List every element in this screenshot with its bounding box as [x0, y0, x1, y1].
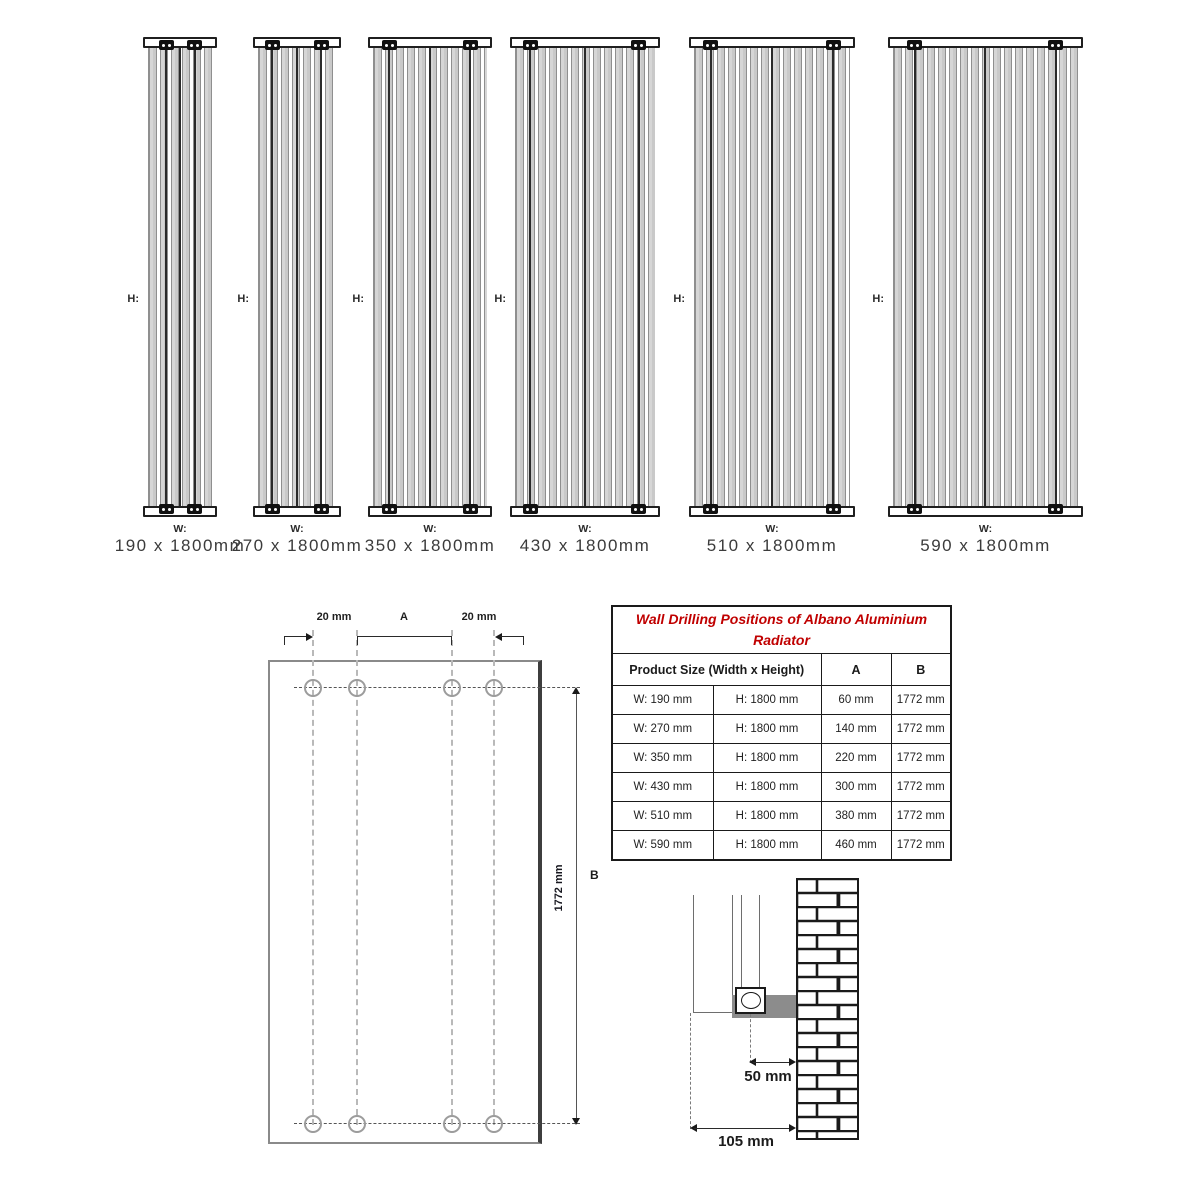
radiator-bottom-cap: [143, 506, 217, 517]
drilling-positions-table: [611, 605, 952, 861]
cell-b: 1772 mm: [891, 831, 951, 860]
hanger-rod: [584, 47, 586, 507]
mounting-clip-icon: [826, 504, 841, 514]
mounting-clip-icon: [314, 40, 329, 50]
height-axis-label: H:: [237, 293, 249, 305]
dimension-line: [284, 636, 308, 637]
extension-line: [750, 1014, 751, 1063]
dim-label-hole-spacing: A: [400, 611, 408, 623]
cell-b: 1772 mm: [891, 715, 951, 744]
mounting-bracket: [735, 987, 766, 1014]
hole-centerline: [451, 630, 453, 1125]
mounting-clip-icon: [523, 40, 538, 50]
column-header-b: B: [891, 654, 951, 686]
dim-label-b: B: [590, 868, 599, 882]
cell-b: 1772 mm: [891, 686, 951, 715]
table-header-row: [612, 654, 951, 686]
mounting-clip-icon: [382, 40, 397, 50]
mounting-clip-icon: [463, 504, 478, 514]
cell-width: W: 590 mm: [612, 831, 713, 860]
dimension-tick: [284, 636, 285, 645]
width-axis-label: W:: [173, 523, 187, 535]
dimension-line: [694, 1128, 792, 1129]
table-row: [612, 831, 951, 860]
hanger-rod: [194, 47, 196, 507]
cell-height: H: 1800 mm: [713, 715, 821, 744]
mounting-clip-icon: [159, 504, 174, 514]
dimension-line: [753, 1062, 793, 1063]
cell-width: W: 270 mm: [612, 715, 713, 744]
dim-label-right-offset: 20 mm: [461, 611, 497, 623]
width-axis-label: W:: [423, 523, 437, 535]
size-label: 190 x 1800mm: [114, 536, 246, 555]
width-axis-label: W:: [578, 523, 592, 535]
radiator-figure-510: [673, 37, 855, 555]
size-label: 350 x 1800mm: [364, 536, 496, 555]
mounting-clip-icon: [187, 504, 202, 514]
radiator-profile-line: [759, 895, 760, 988]
size-label: 270 x 1800mm: [231, 536, 363, 555]
height-axis-label: H:: [872, 293, 884, 305]
hanger-rod: [388, 47, 390, 507]
hanger-rod: [771, 47, 773, 507]
dimension-line: [500, 636, 524, 637]
cell-a: 220 mm: [821, 744, 891, 773]
mounting-clip-icon: [631, 40, 646, 50]
radiator-figure-270: [231, 37, 363, 555]
cell-width: W: 510 mm: [612, 802, 713, 831]
arrow-down-icon: [572, 1118, 580, 1125]
cell-width: W: 350 mm: [612, 744, 713, 773]
mounting-clip-icon: [314, 504, 329, 514]
hanger-rod: [429, 47, 431, 507]
mounting-clip-icon: [1048, 504, 1063, 514]
hanger-rod: [1055, 47, 1057, 507]
hanger-rod: [914, 47, 916, 507]
dimension-line: [357, 636, 452, 637]
dim-label-left-offset: 20 mm: [316, 611, 352, 623]
table-row: [612, 686, 951, 715]
arrow-right-icon: [789, 1124, 796, 1132]
width-axis-label: W:: [765, 523, 779, 535]
cell-width: W: 190 mm: [612, 686, 713, 715]
radiator-figure-190: [114, 37, 246, 555]
hanger-rod: [179, 47, 181, 507]
mounting-clip-icon: [907, 40, 922, 50]
radiator-profile-line: [732, 895, 733, 996]
dim-label-pipe-offset: 50 mm: [744, 1068, 792, 1085]
column-header-product-size: Product Size (Width x Height): [612, 654, 821, 686]
hole-row-centerline: [294, 1123, 580, 1124]
cell-b: 1772 mm: [891, 773, 951, 802]
radiator-figure-430: [494, 37, 660, 555]
radiator-profile-line: [741, 895, 742, 988]
dimension-tick: [523, 636, 524, 645]
cell-a: 380 mm: [821, 802, 891, 831]
mounting-clip-icon: [265, 504, 280, 514]
table-row: [612, 802, 951, 831]
cell-a: 60 mm: [821, 686, 891, 715]
cell-height: H: 1800 mm: [713, 773, 821, 802]
width-axis-label: W:: [290, 523, 304, 535]
hanger-rod: [529, 47, 531, 507]
mounting-clip-icon: [382, 504, 397, 514]
drill-hole: [348, 1115, 366, 1133]
hanger-rod: [832, 47, 834, 507]
height-axis-label: H:: [673, 293, 685, 305]
hanger-rod: [320, 47, 322, 507]
radiator-figure-350: [352, 37, 496, 555]
radiator-figure-590: [872, 37, 1083, 555]
hanger-rod: [165, 47, 167, 507]
drill-hole: [443, 679, 461, 697]
cell-b: 1772 mm: [891, 744, 951, 773]
table-title: Wall Drilling Positions of Albano Aluminium Radiator: [612, 606, 951, 654]
cell-a: 140 mm: [821, 715, 891, 744]
hanger-rod: [469, 47, 471, 507]
hole-centerline: [312, 630, 314, 1125]
cell-height: H: 1800 mm: [713, 802, 821, 831]
mounting-clip-icon: [907, 504, 922, 514]
mounting-clip-icon: [463, 40, 478, 50]
column-header-a: A: [821, 654, 891, 686]
hanger-rod: [296, 47, 298, 507]
hanger-rod: [984, 47, 986, 507]
cell-a: 460 mm: [821, 831, 891, 860]
hole-centerline: [356, 630, 358, 1125]
mounting-clip-icon: [187, 40, 202, 50]
dimension-tick: [451, 636, 452, 645]
drill-hole: [485, 1115, 503, 1133]
mounting-clip-icon: [159, 40, 174, 50]
radiator-profile-line: [693, 1012, 733, 1013]
cell-height: H: 1800 mm: [713, 686, 821, 715]
dim-label-wall-offset: 105 mm: [718, 1133, 774, 1150]
table-row: [612, 715, 951, 744]
mounting-clip-icon: [1048, 40, 1063, 50]
radiator-top-cap: [143, 37, 217, 48]
hole-row-centerline: [294, 687, 580, 688]
size-label: 430 x 1800mm: [519, 536, 651, 555]
hanger-rod: [710, 47, 712, 507]
height-axis-label: H:: [352, 293, 364, 305]
radiator-panel-outline: [268, 660, 542, 1144]
drill-hole: [485, 679, 503, 697]
table-title-row: [612, 606, 951, 654]
cell-width: W: 430 mm: [612, 773, 713, 802]
table-row: [612, 773, 951, 802]
table-row: [612, 744, 951, 773]
cell-b: 1772 mm: [891, 802, 951, 831]
mounting-clip-icon: [703, 504, 718, 514]
dimension-tick: [357, 636, 358, 645]
drill-hole: [304, 1115, 322, 1133]
width-axis-label: W:: [978, 523, 993, 535]
mounting-clip-icon: [631, 504, 646, 514]
size-label: 590 x 1800mm: [920, 536, 1051, 555]
hanger-rod: [271, 47, 273, 507]
radiator-profile-line: [693, 895, 694, 1013]
arrow-left-icon: [495, 633, 502, 641]
mounting-clip-icon: [265, 40, 280, 50]
extension-line: [690, 1013, 691, 1129]
cell-height: H: 1800 mm: [713, 744, 821, 773]
drill-hole: [304, 679, 322, 697]
cell-height: H: 1800 mm: [713, 831, 821, 860]
mounting-clip-icon: [826, 40, 841, 50]
hanger-rod: [638, 47, 640, 507]
dim-label-vertical-spacing: 1772 mm: [553, 864, 565, 912]
drill-hole: [348, 679, 366, 697]
mounting-clip-icon: [523, 504, 538, 514]
brick-wall: [796, 878, 859, 1140]
arrow-right-icon: [789, 1058, 796, 1066]
height-axis-label: H:: [127, 293, 139, 305]
dimension-line-vertical: [576, 690, 577, 1124]
arrow-up-icon: [572, 687, 580, 694]
cell-a: 300 mm: [821, 773, 891, 802]
arrow-right-icon: [306, 633, 313, 641]
drill-hole: [443, 1115, 461, 1133]
mounting-clip-icon: [703, 40, 718, 50]
bracket-hole: [741, 992, 761, 1009]
height-axis-label: H:: [494, 293, 506, 305]
size-label: 510 x 1800mm: [706, 536, 838, 555]
hole-centerline: [493, 630, 495, 1125]
